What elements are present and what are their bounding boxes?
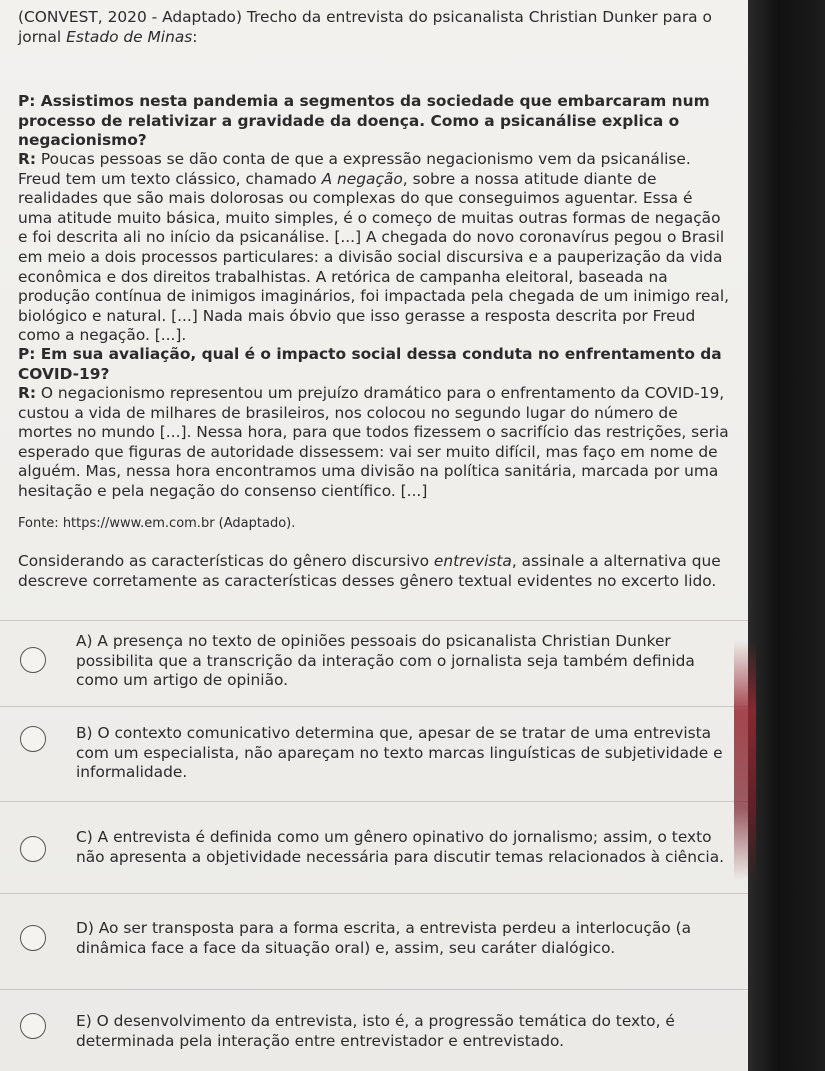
intro-prefix: (CONVEST, 2020 - Adaptado) Trecho da entrevista do psicanalista Christian Dunker para o jornal	[18, 8, 712, 46]
radio-option-b[interactable]	[20, 726, 46, 752]
radio-option-c[interactable]	[20, 836, 46, 862]
answer-2-label: R:	[18, 384, 37, 402]
radio-option-d[interactable]	[20, 925, 46, 951]
answer-1-text-before: Poucas pessoas se dão conta de que a expressão negacionismo vem da psicanálise. Freud tem um texto clássico, chamado	[18, 150, 691, 188]
prompt-before: Considerando as características do gênero discursivo	[18, 552, 434, 570]
answer-1-italic: A negação	[321, 169, 403, 188]
prompt-italic: entrevista	[433, 552, 512, 570]
option-a-text[interactable]: A) A presença no texto de opiniões pessoais do psicanalista Christian Dunker possibilita que a transcrição da interação com o jornalista seja também definida como um artigo de opinião.	[76, 632, 695, 690]
question-1-label: P:	[18, 92, 36, 110]
divider	[0, 989, 748, 990]
radio-option-a[interactable]	[20, 647, 46, 673]
intro-suffix: :	[192, 27, 198, 46]
intro-source-italic: Estado de Minas	[66, 27, 193, 46]
divider	[0, 893, 748, 894]
prompt-after: , assinale a alternativa que descreve corretamente as características desses gênero textual evidentes no excerto lido.	[18, 552, 721, 590]
divider	[0, 801, 748, 802]
answer-2-text: O negacionismo representou um prejuízo dramático para o enfrentamento da COVID-19, custou a vida de milhares de brasileiros, nos colocou no segundo lugar do número de mortes no mundo [...]. Nessa hora, para que todos fizessem o sacrifício das restrições, seria esperado que figuras de autoridade dissessem: vai ser muito difícil, mas faço em nome de alguém. Mas, nessa hora encontramos uma divisão na política sanitária, marcada por uma hesitação e pela negação do consenso científico. [...]	[18, 384, 729, 500]
option-d-text[interactable]: D) Ao ser transposta para a forma escrita, a entrevista perdeu a interlocução (a dinâmica face a face da situação oral) e, assim, seu caráter dialógico.	[76, 919, 692, 957]
answer-1-text-after: , sobre a nossa atitude diante de realidades que são mais dolorosas ou complexas do que conseguimos aguentar. Essa é uma atitude muito básica, muito simples, é o começo de muitas outras formas de negação e foi descrita ali no início da psicanálise. [...] A chegada do novo coronavírus pegou o Brasil em meio a dois processos particulares: a divisão social discursiva e a pauperização da vida econômica e dos direitos trabalhistas. A retórica de campanha eleitoral, baseada na produção contínua de inimigos imaginários, foi impactada pela chegada de um inimigo real, biológico e natural. [...] Nada mais óbvio que isso gerasse a resposta descrita por Freud como a negação. [...].	[18, 169, 730, 345]
screen-edge-glow	[734, 640, 756, 880]
answer-2	[18, 384, 730, 502]
question-1-text: Assistimos nesta pandemia a segmentos da sociedade que embarcaram num processo de relativizar a gravidade da doença. Como a psicanálise explica o negacionismo?	[18, 92, 710, 150]
answer-1-label: R:	[18, 150, 37, 168]
radio-option-e[interactable]	[20, 1013, 46, 1039]
question-2-text: Em sua avaliação, qual é o impacto social dessa conduta no enfrentamento da COVID-19?	[18, 345, 722, 383]
option-c-text[interactable]: C) A entrevista é definida como um gênero opinativo do jornalismo; assim, o texto não apresenta a objetividade necessária para discutir temas relacionados à ciência.	[76, 828, 725, 866]
source-line: Fonte: https://www.em.com.br (Adaptado).	[18, 516, 296, 531]
option-e-text[interactable]: E) O desenvolvimento da entrevista, isto é, a progressão temática do texto, é determinada pela interação entre entrevistador e entrevistado.	[76, 1012, 675, 1050]
question-1	[18, 92, 730, 151]
intro-paragraph	[18, 8, 730, 47]
question-prompt	[18, 552, 730, 591]
question-2-label: P:	[18, 345, 36, 363]
question-2	[18, 345, 730, 384]
divider	[0, 620, 748, 621]
divider	[0, 706, 748, 707]
answer-1	[18, 150, 730, 346]
screen-edge	[748, 0, 825, 1071]
option-b-text[interactable]: B) O contexto comunicativo determina que, apesar de se tratar de uma entrevista com um especialista, não apareçam no texto marcas linguísticas de subjetividade e informalidade.	[76, 724, 723, 782]
